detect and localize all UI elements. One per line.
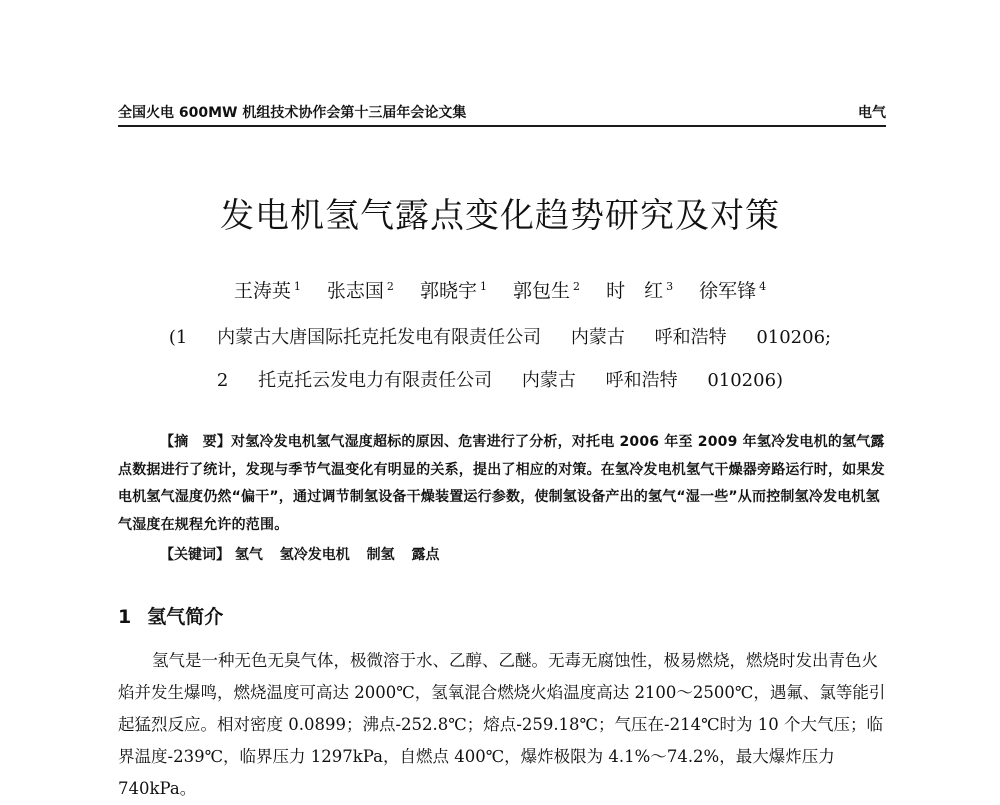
keywords bbox=[118, 544, 930, 564]
affiliation-line-1 bbox=[0, 323, 1000, 349]
affiliation-org: 托克托云发电力有限责任公司 bbox=[258, 370, 493, 391]
author-affiliation-number: 2 bbox=[386, 279, 394, 293]
running-header bbox=[118, 103, 886, 127]
keyword: 露点 bbox=[411, 547, 440, 563]
section-title: 氢气简介 bbox=[147, 606, 224, 628]
author bbox=[234, 280, 301, 302]
author bbox=[513, 280, 580, 302]
author-affiliation-number: 2 bbox=[573, 279, 581, 293]
author-name: 张志国 bbox=[326, 280, 384, 302]
author-name: 时 红 bbox=[606, 280, 664, 302]
keyword: 氢气 bbox=[234, 547, 263, 563]
affiliation-city: 呼和浩特 bbox=[654, 327, 727, 348]
author-name: 徐军锋 bbox=[699, 280, 757, 302]
abstract bbox=[118, 429, 888, 539]
affiliation-region: 内蒙古 bbox=[570, 327, 625, 348]
section-paragraph: 氢气是一种无色无臭气体，极微溶于水、乙醇、乙醚。无毒无腐蚀性，极易燃烧，燃烧时发出青色火焰并发生爆鸣，燃烧温度可高达 2000℃，氢氧混合燃烧火焰温度高达 2100～2500℃，遇氟、氯等能引起猛烈反应。相对密度 0.0899；沸点-252.8℃；熔点-259.18℃；气压在-214℃时为 10 个大气压；临界温度-239℃，临界压力 1297kPa，自燃点 400℃，爆炸极限为 4.1%～74.2%，最大爆炸压力 740kPa。 bbox=[118, 651, 886, 798]
affiliation-number: (1 bbox=[168, 327, 188, 348]
keyword: 氢冷发电机 bbox=[279, 547, 350, 563]
affiliation-zip: 010206) bbox=[707, 370, 784, 391]
keyword: 制氢 bbox=[366, 547, 395, 563]
author bbox=[327, 280, 394, 302]
author-name: 郭包生 bbox=[513, 280, 571, 302]
abstract-label: 【摘 要】 bbox=[160, 434, 231, 450]
affiliation-city: 呼和浩特 bbox=[605, 370, 678, 391]
affiliation-line-2 bbox=[0, 366, 1000, 392]
author-affiliation-number: 1 bbox=[479, 279, 487, 293]
author-affiliation-number: 4 bbox=[759, 279, 767, 293]
paper-title: 发电机氢气露点变化趋势研究及对策 bbox=[220, 196, 780, 236]
author-affiliation-number: 1 bbox=[293, 279, 301, 293]
affiliation-region: 内蒙古 bbox=[521, 370, 576, 391]
author bbox=[606, 280, 673, 302]
section-number: 1 bbox=[118, 606, 132, 628]
author bbox=[699, 280, 766, 302]
author-list bbox=[0, 276, 1000, 303]
abstract-text: 对氢冷发电机氢气湿度超标的原因、危害进行了分析，对托电 2006 年至 2009 年氢冷发电机的氢气露点数据进行了统计，发现与季节气温变化有明显的关系，提出了相应的对策。在氢冷发电机氢气干燥器旁路运行时，如果发电机氢气湿度仍然“偏干”，通过调节制氢设备干燥装置运行参数，使制氢设备产出的氢气“湿一些”从而控制氢冷发电机氢气湿度在规程允许的范围。 bbox=[118, 434, 885, 533]
running-header-right: 电气 bbox=[858, 105, 886, 121]
affiliation-number: 2 bbox=[216, 370, 229, 391]
author-name: 郭晓宇 bbox=[419, 280, 477, 302]
running-header-left: 全国火电 600MW 机组技术协作会第十三届年会论文集 bbox=[118, 105, 467, 121]
section-heading bbox=[118, 602, 223, 629]
author-affiliation-number: 3 bbox=[666, 279, 674, 293]
affiliation-zip: 010206; bbox=[756, 327, 832, 348]
author-name: 王涛英 bbox=[233, 280, 291, 302]
keywords-label: 【关键词】 bbox=[160, 547, 230, 563]
affiliation-org: 内蒙古大唐国际托克托发电有限责任公司 bbox=[217, 327, 542, 348]
author bbox=[420, 280, 487, 302]
